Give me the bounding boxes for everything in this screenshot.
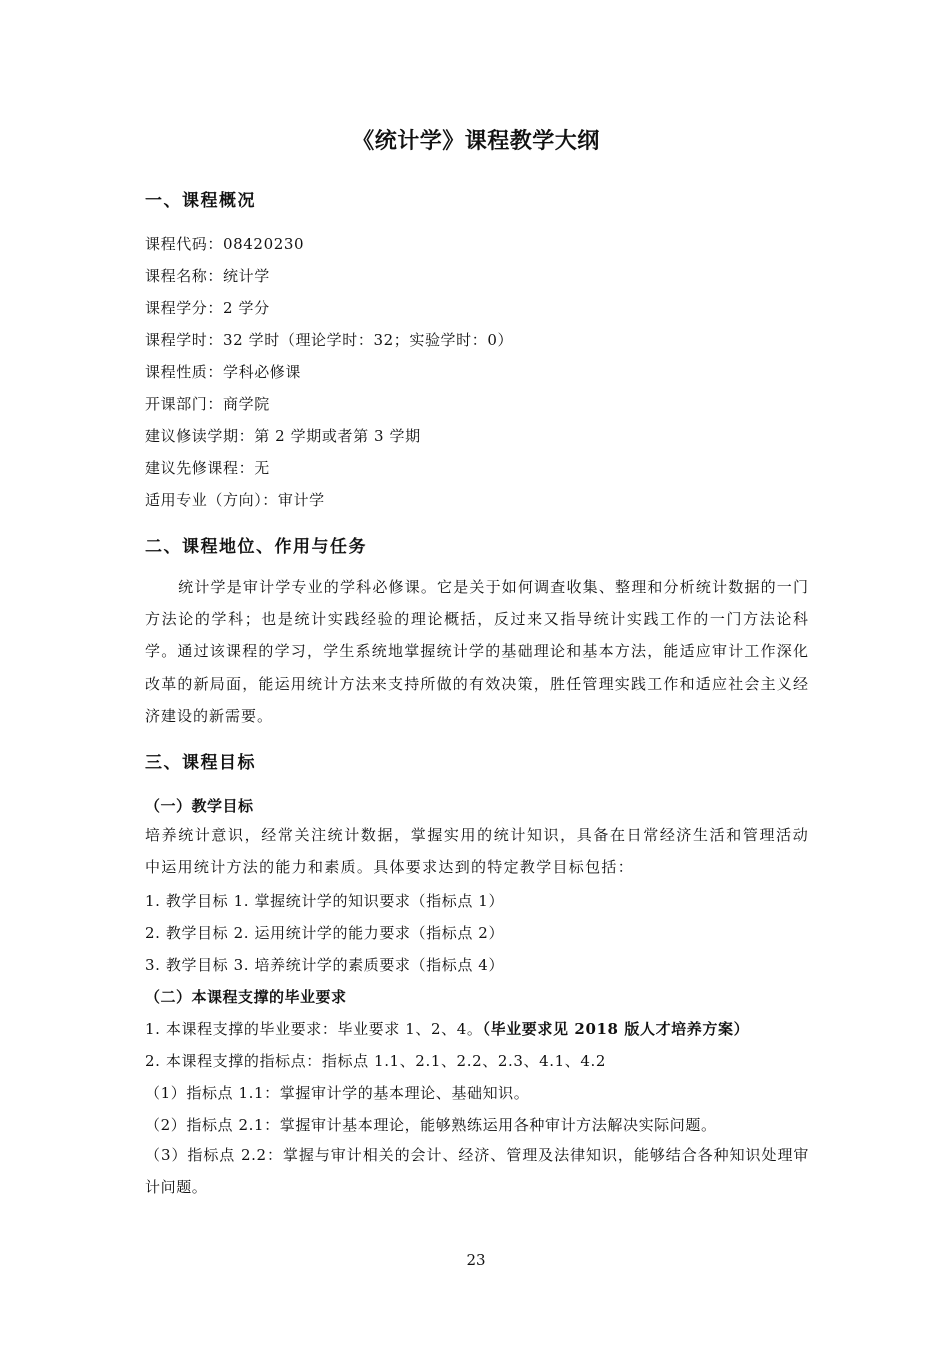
department-line: 开课部门：商学院	[145, 395, 270, 413]
course-name-line: 课程名称：统计学	[145, 267, 270, 285]
section-heading-overview: 一、课程概况	[145, 191, 256, 211]
section-heading-position: 二、课程地位、作用与任务	[145, 537, 367, 557]
document-title: 《统计学》课程教学大纲	[352, 128, 600, 154]
course-credits-line: 课程学分：2 学分	[145, 299, 270, 317]
course-nature-line: 课程性质：学科必修课	[145, 363, 302, 381]
applicable-major-line: 适用专业（方向）：审计学	[145, 491, 325, 509]
graduation-requirement-item-1	[145, 1018, 749, 1039]
suggested-semester-line: 建议修读学期：第 2 学期或者第 3 学期	[145, 427, 421, 445]
subsection-heading-teaching-goals: （一）教学目标	[145, 797, 254, 815]
course-code-line: 课程代码：08420230	[145, 235, 305, 253]
page-number: 23	[466, 1251, 486, 1269]
subsection-heading-graduation-requirements: （二）本课程支撑的毕业要求	[145, 988, 347, 1006]
prerequisite-line: 建议先修课程：无	[145, 459, 270, 477]
teaching-goal-item-2: 2. 教学目标 2. 运用统计学的能力要求（指标点 2）	[145, 924, 505, 942]
section2-paragraph	[145, 571, 809, 732]
section2-paragraph-text: 统计学是审计学专业的学科必修课。它是关于如何调查收集、整理和分析统计数据的一门方法论的学科；也是统计实践经验的理论概括，反过来又指导统计实践工作的一门方法论科学。通过该课程的学习，学生系统地掌握统计学的基础理论和基本方法，能适应审计工作深化改革的新局面，能运用统计方法来支持所做的有效决策，胜任管理实践工作和适应社会主义经济建设的新需要。	[145, 578, 809, 725]
teaching-goal-item-3: 3. 教学目标 3. 培养统计学的素质要求（指标点 4）	[145, 956, 505, 974]
indicator-point-1: （1）指标点 1.1：掌握审计学的基本理论、基础知识。	[145, 1084, 530, 1102]
indicator-point-2: （2）指标点 2.1：掌握审计基本理论，能够熟练运用各种审计方法解决实际问题。	[145, 1116, 717, 1134]
teaching-goals-paragraph: 培养统计意识，经常关注统计数据，掌握实用的统计知识，具备在日常经济生活和管理活动中运用统计方法的能力和素质。具体要求达到的特定教学目标包括：	[145, 826, 809, 876]
course-hours-line: 课程学时：32 学时（理论学时：32；实验学时：0）	[145, 331, 514, 349]
graduation-requirement-text: 1. 本课程支撑的毕业要求：毕业要求 1、2、4。	[145, 1020, 483, 1038]
graduation-requirement-note: （毕业要求见 2018 版人才培养方案）	[482, 1020, 750, 1038]
indicator-point-3: （3）指标点 2.2：掌握与审计相关的会计、经济、管理及法律知识，能够结合各种知识处理审计问题。	[145, 1146, 809, 1196]
section-heading-objectives: 三、课程目标	[145, 753, 256, 773]
indicator-points-line: 2. 本课程支撑的指标点：指标点 1.1、2.1、2.2、2.3、4.1、4.2	[145, 1052, 606, 1070]
teaching-goal-item-1: 1. 教学目标 1. 掌握统计学的知识要求（指标点 1）	[145, 892, 505, 910]
